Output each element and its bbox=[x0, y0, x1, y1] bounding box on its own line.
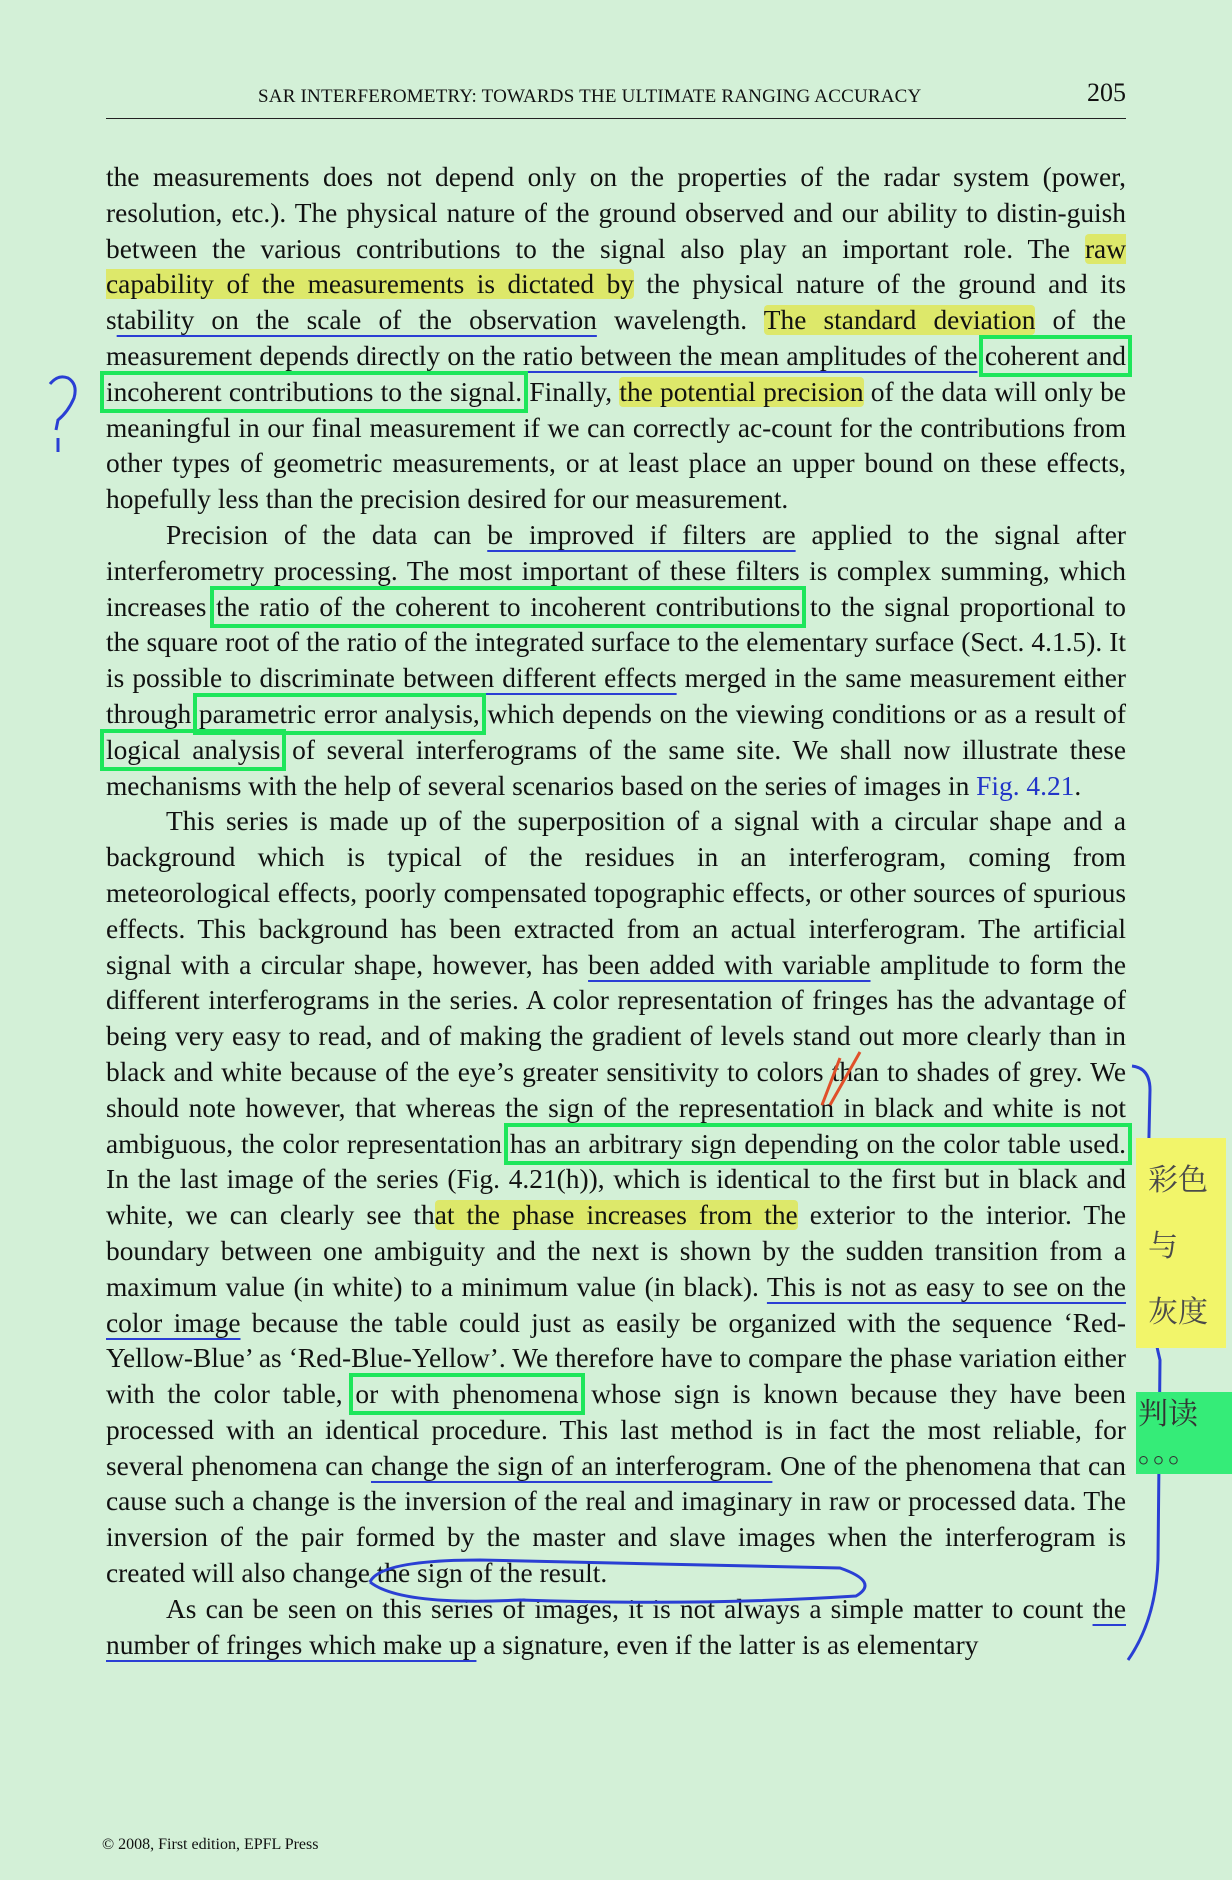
box-arbitrary-sign: has an arbitrary sign depending on the color table used. bbox=[510, 1128, 1126, 1159]
underline-stability: tability on the scale of the observation bbox=[116, 305, 597, 336]
figure-reference-link[interactable]: Fig. 4.21 bbox=[976, 770, 1075, 801]
margin-note-yellow bbox=[1136, 1138, 1226, 1348]
text-run: the measurements does not depend only on the properties of the radar system (power, resolution, etc.). The physical nature of the ground observed and our ability to distin-guish between the various contributions to the signal also play an important role. The bbox=[106, 162, 1126, 264]
text-run: amplitude to form the different interferograms in the series. A color representation of fringes has the advantage of being very easy to read, and of making the gradient of levels stand out more clearly than in black and white because of the eye’s greater sensitivity to colors than to shades of grey. We should note however, that whereas the sign of the representation in black and white is not ambiguous, the color representation bbox=[106, 949, 1126, 1159]
blue-pen-question-mark-icon bbox=[50, 377, 75, 430]
circle-change-sign: change the sign of an interferogram. bbox=[371, 1450, 773, 1481]
highlight-phase-increases: at the phase increases from the bbox=[434, 1200, 798, 1231]
text-run: This series is made up of the superposition of a signal with a circular shape and a background which is typical of the residues in an interferogram, coming from meteorological effects, poorly compensated topographic effects, or other sources of spurious effects. This background has been extracted from an actual interferogram. The artificial signal with a circular shape, however, has bbox=[106, 806, 1126, 980]
text-run: In the last image of the series (Fig. 4.21(h)), which is identical to the first but in black and white, we can clearly see th bbox=[106, 1164, 1126, 1231]
box-ratio-coherent: the ratio of the coherent to incoherent contributions bbox=[216, 591, 801, 622]
underline-number-fringes: the number of fringes which make up bbox=[106, 1593, 1126, 1660]
margin-note-line: 判读 bbox=[1138, 1397, 1198, 1432]
text-run: of the measurement depends directly bbox=[106, 305, 1126, 371]
text-run: the physical nature of the ground and its s bbox=[106, 269, 1126, 336]
footer-copyright: © 2008, First edition, EPFL Press bbox=[102, 1836, 319, 1853]
underline-color-image: This is not as easy to see on the color image bbox=[106, 1271, 1126, 1338]
underline-added-variable: been added with variable bbox=[588, 949, 871, 980]
margin-note-green bbox=[1136, 1392, 1232, 1474]
text-run: wavelength. bbox=[596, 305, 764, 336]
text-run: which depends on the viewing conditions or as a result of bbox=[479, 698, 1126, 729]
text-run: merged in the same measurement either through bbox=[106, 663, 1127, 729]
box-logical-analysis: logical analysis bbox=[106, 734, 281, 765]
page-number: 205 bbox=[1087, 78, 1126, 107]
margin-note-line: 。。。 bbox=[1138, 1435, 1198, 1470]
highlight-potential-precision: the potential precision bbox=[619, 376, 864, 407]
text-run: a signature, even if the latter is as elementary bbox=[476, 1629, 979, 1660]
highlight-standard-deviation: The standard deviation bbox=[763, 305, 1036, 336]
text-run: applied to the signal after interferometry processing. The most important of these filters is complex summing, which increases bbox=[106, 519, 1126, 622]
text-run: One of the phenomena that can cause such a change is the inversion of the real and imaginary in raw or processed data. The inversion of the pair formed by the master and slave images when the interferogram is created will also change the sign of the result. bbox=[106, 1450, 1126, 1589]
text-run: exterior to the interior. The boundary between one ambiguity and the next is shown by the sudden transition from a maximum value (in white) to a minimum value (in black). bbox=[106, 1200, 1126, 1302]
text-run: As can be seen on this series of images, it is not always a simple matter to count bbox=[166, 1593, 1093, 1624]
text-run: whose sign is known because they have been processed with an identical procedure. This last method is in fact the most reliable, for several phenomena can bbox=[106, 1379, 1127, 1481]
margin-note-line: 灰度 bbox=[1148, 1295, 1208, 1330]
box-parametric-error: parametric error analysis, bbox=[198, 698, 480, 729]
text-run: to the signal proportional to the square root of the ratio of the integrated surface to the elementary surface (Sect. 4.1.5). It is possible bbox=[106, 591, 1126, 694]
text-run: of several interferograms of the same site. We shall now illustrate these mechanisms with the help of several scenarios based on the series of images in bbox=[106, 734, 1126, 801]
underline-improved-filters: be improved if filters are bbox=[487, 519, 796, 550]
blue-pen-loop-icon bbox=[370, 1560, 865, 1602]
margin-note-line: 彩色 bbox=[1148, 1163, 1208, 1198]
underline-ratio-mean-amplitudes: on the ratio between the mean amplitudes of the bbox=[447, 340, 978, 371]
underline-discriminate: to discriminate between different effects bbox=[230, 663, 677, 694]
text-run: . bbox=[1074, 770, 1082, 801]
margin-note-line: 与 bbox=[1148, 1229, 1178, 1264]
box-with-phenomena: or with phenomena bbox=[355, 1379, 579, 1410]
text-run: Precision of the data can bbox=[166, 519, 488, 550]
text-run: because the table could just as easily be organized with the sequence ‘Red-Yellow-Blue’ as ‘Red-Blue-Yellow’. We therefore have to compare the phase variation either with the color table, bbox=[106, 1307, 1126, 1410]
red-pen-slash-icon bbox=[822, 1052, 860, 1105]
text-run: of the data will only be meaningful in our final measurement if we can correctly ac-count for the contributions from other types of geometric measurements, or at least place an upper bound on these effects, hopefully less than the precision desired for our measurement. bbox=[106, 376, 1127, 515]
box-coherent-incoherent: coherent and incoherent contributions to the signal. bbox=[106, 340, 1126, 407]
text-run: Finally, bbox=[522, 376, 620, 407]
highlight-raw-capability: raw capability of the measurements is dictated by bbox=[106, 233, 1126, 300]
running-title: SAR INTERFEROMETRY: TOWARDS THE ULTIMATE RANGING ACCURACY bbox=[258, 86, 922, 107]
